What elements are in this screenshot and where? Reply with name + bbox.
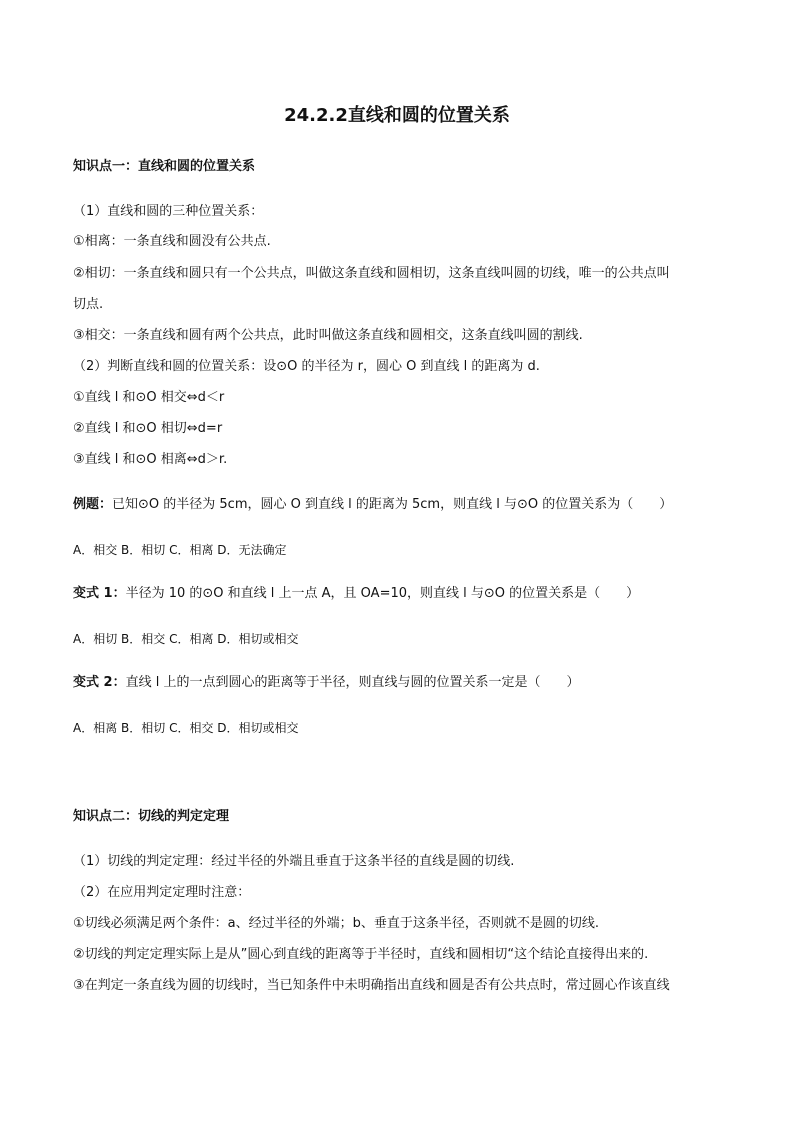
s1-p1-a: ①相离：一条直线和圆没有公共点.	[73, 234, 271, 249]
variant1-label: 变式 1：	[73, 586, 126, 601]
variant2-options: A．相离 B．相切 C．相交 D．相切或相交	[73, 721, 299, 735]
section-heading-1: 知识点一：直线和圆的位置关系	[73, 159, 256, 174]
variant2-label: 变式 2：	[73, 675, 126, 690]
s1-p1-b-line2: 切点.	[73, 297, 104, 312]
variant1-text: 半径为 10 的⊙O 和直线 l 上一点 A，且 OA=10，则直线 l 与⊙O 的位置关系是（ ）	[125, 586, 640, 601]
s2-p2-a: ①切线必须满足两个条件：a、经过半径的外端；b、垂直于这条半径，否则就不是圆的切线.	[73, 916, 600, 931]
s1-p2-c: ③直线 l 和⊙O 相离⇔d＞r.	[73, 452, 228, 467]
example-text: 已知⊙O 的半径为 5cm，圆心 O 到直线 l 的距离为 5cm，则直线 l 与⊙O 的位置关系为（ ）	[112, 497, 673, 512]
s1-p1-head: （1）直线和圆的三种位置关系：	[73, 204, 264, 219]
s1-p2-b: ②直线 l 和⊙O 相切⇔d=r	[73, 421, 223, 436]
variant2-question	[73, 674, 579, 692]
variant1-question	[73, 585, 639, 603]
s2-p2: （2）在应用判定定理时注意：	[73, 885, 251, 900]
example-options: A．相交 B．相切 C．相离 D．无法确定	[73, 543, 287, 557]
variant1-options: A．相切 B．相交 C．相离 D．相切或相交	[73, 632, 299, 646]
page-title: 24.2.2直线和圆的位置关系	[284, 105, 510, 126]
example-label: 例题：	[73, 497, 113, 512]
s2-p2-b: ②切线的判定定理实际上是从”圆心到直线的距离等于半径时，直线和圆相切“这个结论直接得出来的.	[73, 947, 649, 962]
s1-p1-b-line1: ②相切：一条直线和圆只有一个公共点，叫做这条直线和圆相切，这条直线叫圆的切线，唯一的公共点叫	[73, 266, 670, 281]
s2-p1: （1）切线的判定定理：经过半径的外端且垂直于这条半径的直线是圆的切线.	[73, 854, 515, 869]
s1-p2-head: （2）判断直线和圆的位置关系：设⊙O 的半径为 r，圆心 O 到直线 l 的距离为 d.	[73, 359, 540, 374]
variant2-text: 直线 l 上的一点到圆心的距离等于半径，则直线与圆的位置关系一定是（ ）	[125, 675, 580, 690]
s1-p2-a: ①直线 l 和⊙O 相交⇔d＜r	[73, 390, 225, 405]
section-heading-2: 知识点二：切线的判定定理	[73, 809, 230, 824]
example-question	[73, 496, 672, 514]
s1-p1-c: ③相交：一条直线和圆有两个公共点，此时叫做这条直线和圆相交，这条直线叫圆的割线.	[73, 328, 583, 343]
s2-p2-c: ③在判定一条直线为圆的切线时，当已知条件中未明确指出直线和圆是否有公共点时，常过圆心作该直线	[73, 978, 670, 993]
